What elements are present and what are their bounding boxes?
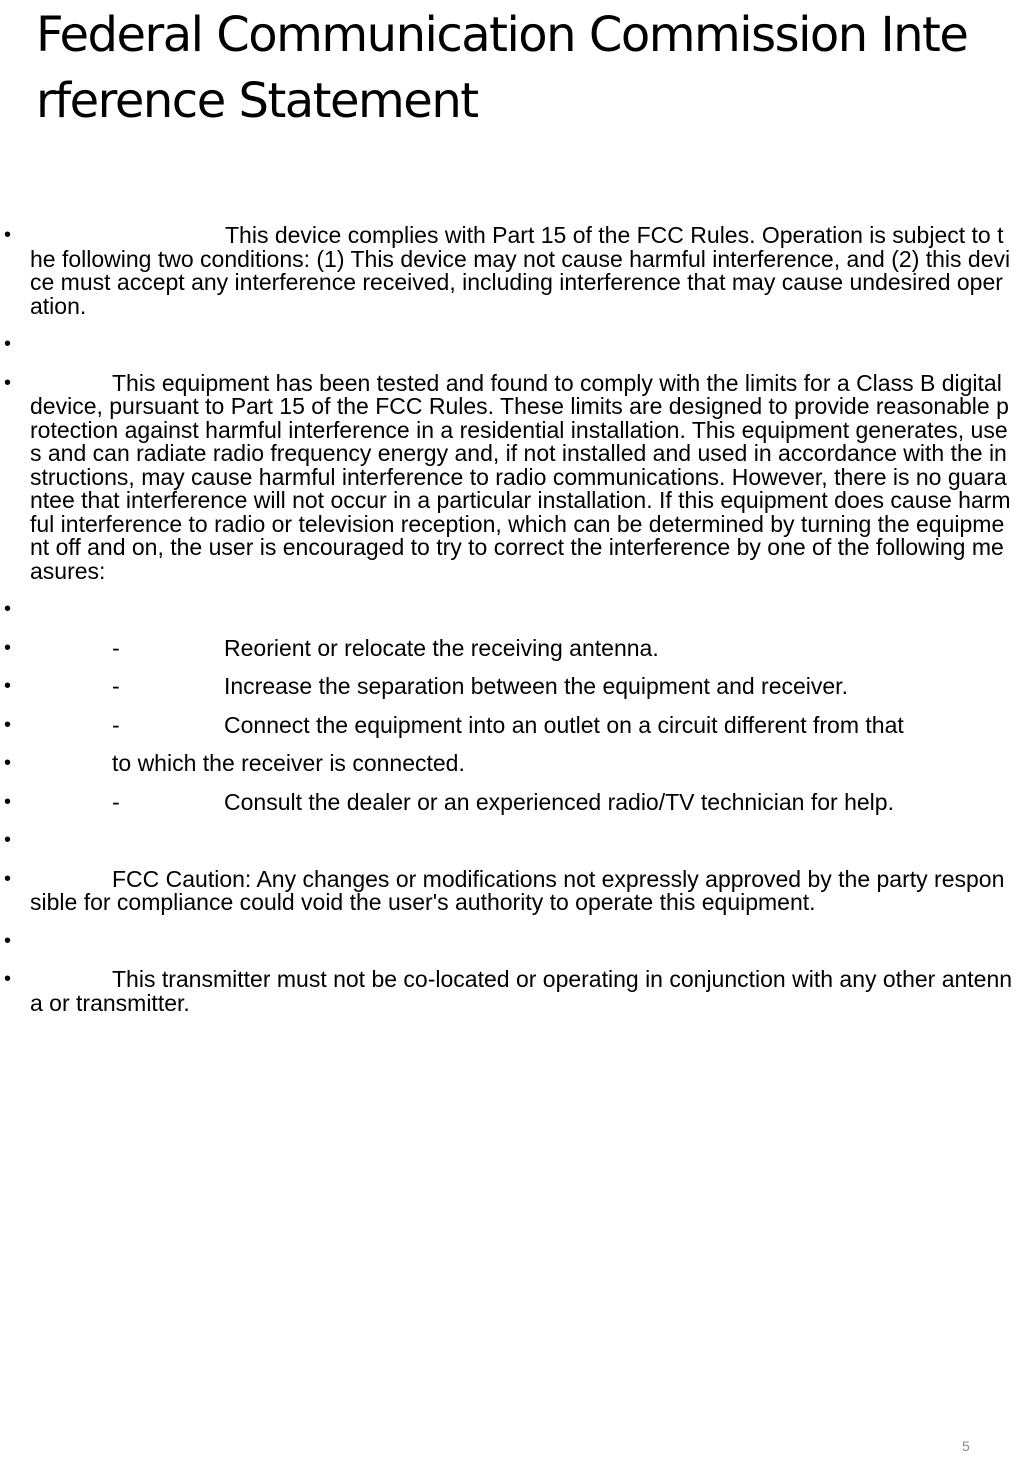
item-text: FCC Caution: Any changes or modifications not expressly approved by the party responsible for compliance could void the user's authority to operate this equipment. [30, 865, 1005, 915]
bullet-icon: • [4, 598, 12, 620]
dash-marker: - [112, 634, 120, 661]
bullet-icon: • [4, 867, 12, 890]
bullet-icon: • [4, 713, 12, 736]
list-item-empty [0, 598, 1017, 622]
list-item [0, 752, 1017, 776]
item-text: Connect the equipment into an outlet on a circuit different from that [224, 711, 904, 738]
item-text: Increase the separation between the equipment and receiver. [224, 673, 848, 699]
bullet-icon: • [4, 790, 12, 813]
list-item [0, 968, 1017, 1015]
list-item [0, 788, 1017, 815]
item-text: This equipment has been tested and found to comply with the limits for a Class B digital device, pursuant to Part 15 of the FCC Rules. These limits are designed to provide reasonable protection against harmful interference in a residential installation. This equipment generates, uses and can radiate radio frequency energy and, if not installed and used in accordance with the instructions, may cause harmful interference to radio communications. However, there is no guarantee that interference will not occur in a particular installation. If this equipment does cause harmful interference to radio or television reception, which can be determined by turning the equipment off and on, the user is encouraged to try to correct the interference by one of the following measures: [30, 369, 1011, 584]
item-text: Reorient or relocate the receiving antenna. [224, 634, 659, 661]
list-item [0, 675, 1017, 699]
bullet-icon: • [4, 224, 12, 246]
page-title: Federal Communication Commission Interference Statement [36, 7, 968, 129]
list-item-empty [0, 829, 1017, 853]
page-number: 5 [962, 1438, 970, 1454]
statement-list [0, 224, 1017, 1015]
list-item [0, 865, 1017, 915]
bullet-icon: • [4, 636, 12, 659]
list-item-empty [0, 930, 1017, 954]
bullet-icon: • [4, 829, 12, 851]
bullet-icon: • [4, 675, 12, 697]
item-text: This transmitter must not be co-located or operating in conjunction with any other antenna or transmitter. [30, 966, 1013, 1016]
list-item [0, 711, 1017, 738]
dash-marker: - [112, 788, 120, 815]
item-text: to which the receiver is connected. [112, 750, 465, 776]
list-item [0, 634, 1017, 661]
dash-marker: - [112, 673, 120, 699]
dash-marker: - [112, 711, 120, 738]
list-item [0, 369, 1017, 584]
item-text: Consult the dealer or an experienced radio/TV technician for help. [224, 788, 894, 815]
bullet-icon: • [4, 333, 12, 355]
bullet-icon: • [4, 752, 12, 774]
bullet-icon: • [4, 371, 12, 394]
bullet-icon: • [4, 929, 12, 952]
bullet-icon: • [4, 968, 12, 990]
item-text: This device complies with Part 15 of the FCC Rules. Operation is subject to the following two conditions: (1) This device may not cause harmful interference, and (2) this device must accept any interference received, including interference that may cause undesired operation. [30, 222, 1011, 319]
list-item-empty [0, 333, 1017, 357]
list-item [0, 224, 1017, 318]
